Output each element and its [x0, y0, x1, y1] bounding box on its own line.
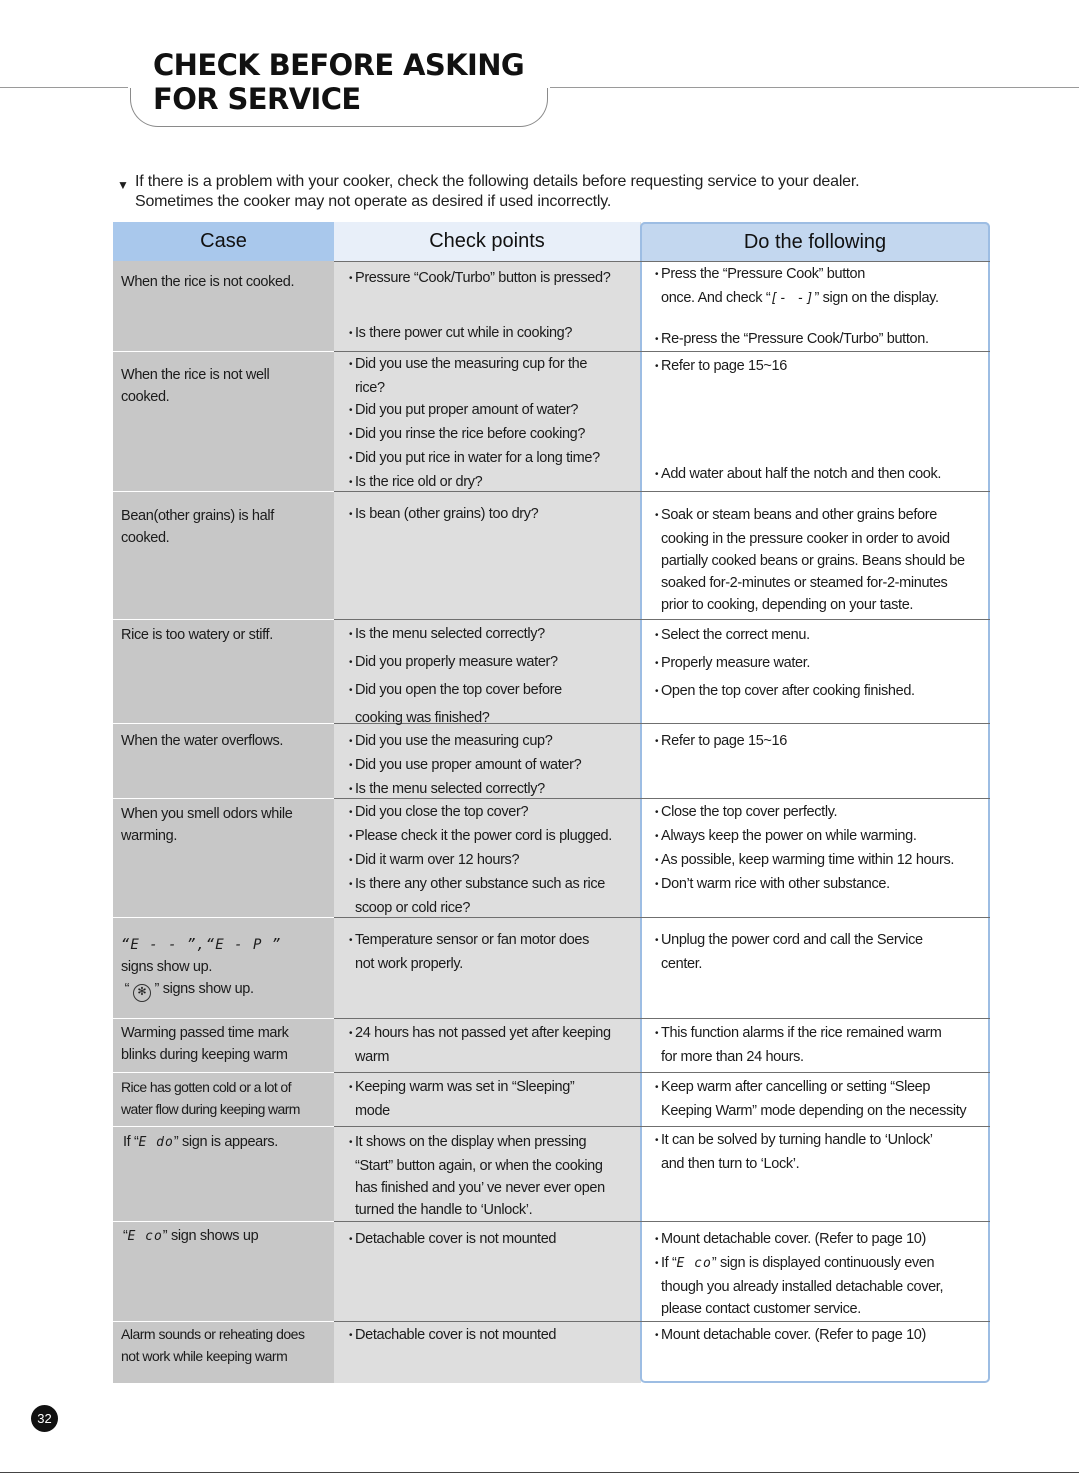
- table-row-case: Rice has gotten cold or a lot of water flow during keeping warm: [121, 1079, 300, 1117]
- intro-text: ▼ If there is a problem with your cooker, check the following details before requesting service to your dealer. Sometimes the cooker may not operate as desired if used incorrectly.: [117, 173, 860, 210]
- table-row-check: •Did you close the top cover? •Please check it the power cord is plugged. •Did it warm over 12 hours? •Is there any other substance such as rice scoop or cold rice?: [349, 801, 639, 919]
- table-row-check: •Keeping warm was set in “Sleeping” mode: [349, 1076, 639, 1122]
- table-row-check: • Did you use the measuring cup? •Did you use proper amount of water? •Is the menu selected correctly?: [349, 730, 639, 802]
- row-divider: [334, 1321, 990, 1322]
- table-row-check: •Did you use the measuring cup for the rice? •Did you put proper amount of water? •Did you rinse the rice before cooking? •Did you put rice in water for a long time? •Is the rice old or dry?: [349, 353, 639, 495]
- table-row-check: •Detachable cover is not mounted: [349, 1324, 639, 1348]
- page-number: 32: [31, 1405, 58, 1432]
- table-row-action: •Refer to page 15~16: [655, 730, 991, 754]
- table-row-case: When the water overflows.: [121, 733, 284, 749]
- row-divider: [334, 1018, 990, 1019]
- e-co-sign: E co: [127, 1229, 163, 1244]
- table-row-action: •Keep warm after cancelling or setting “Sleep Keeping Warm” mode depending on the necessity: [655, 1076, 991, 1122]
- table-row-case: “E - - ”,“E - P ” signs show up. “ ✻ ” signs show up.: [121, 934, 331, 1002]
- table-row-case: Rice is too watery or stiff.: [121, 627, 273, 643]
- table-row-case: Alarm sounds or reheating does not work while keeping warm: [121, 1326, 305, 1364]
- table-row-check: •Is bean (other grains) too dry?: [349, 503, 639, 527]
- table-row-case: When you smell odors while warming.: [121, 806, 293, 844]
- header-check-points: Check points: [334, 222, 640, 261]
- table-row-action: • Mount detachable cover. (Refer to page 10) •If “E co” sign is displayed continuously even though you already installed detachable cover, please contact customer service.: [655, 1228, 991, 1320]
- row-divider: [334, 619, 990, 620]
- table-row-action: •Refer to page 15~16 •Add water about half the notch and then cook.: [655, 355, 991, 487]
- table-row-action: •Unplug the power cord and call the Service center.: [655, 929, 991, 975]
- table-row-action: •It can be solved by turning handle to ‘Unlock’ and then turn to ‘Lock’.: [655, 1129, 991, 1175]
- table-row-check: • Detachable cover is not mounted: [349, 1228, 639, 1252]
- table-row-case: If “E do” sign is appears.: [123, 1134, 278, 1150]
- table-row-action: • Mount detachable cover. (Refer to page 10): [655, 1324, 991, 1348]
- header-case: Case: [113, 222, 334, 261]
- table-row-case: When the rice is not well cooked.: [121, 367, 270, 405]
- e-do-sign: E do: [138, 1135, 174, 1150]
- table-row-case: Warming passed time mark blinks during keeping warm: [121, 1025, 289, 1063]
- page-title: CHECK BEFORE ASKING FOR SERVICE: [153, 48, 525, 116]
- table-row-action: •Select the correct menu. •Properly measure water. •Open the top cover after cooking finished.: [655, 622, 991, 706]
- footer-rule: [0, 1472, 1079, 1473]
- e-co-sign: E co: [676, 1256, 712, 1271]
- table-row-check: •24 hours has not passed yet after keeping warm: [349, 1022, 639, 1068]
- table-row-action: • Soak or steam beans and other grains before cooking in the pressure cooker in order to avoid partially cooked beans or grains. Beans should be soaked for-2-minutes or steamed for-2-minutes prior to cooking, depending on your taste.: [655, 504, 991, 616]
- triangle-bullet-icon: ▼: [117, 178, 129, 192]
- table-row-case: Bean(other grains) is half cooked.: [121, 508, 274, 546]
- row-divider: [334, 261, 990, 262]
- fan-icon: ✻: [133, 984, 151, 1002]
- table-row-action: •This function alarms if the rice remained warm for more than 24 hours.: [655, 1022, 991, 1068]
- table-row-case: When the rice is not cooked.: [121, 274, 295, 290]
- table-row-check: •Temperature sensor or fan motor does not work properly.: [349, 929, 639, 975]
- row-divider: [334, 1072, 990, 1073]
- table-row-check: • Pressure “Cook/Turbo” button is pressed? •Is there power cut while in cooking?: [349, 267, 639, 346]
- table-row-action: •Close the top cover perfectly. •Always keep the power on while warming. •As possible, keep warming time within 12 hours. •Don’t warm rice with other substance.: [655, 801, 991, 897]
- header-do-following: Do the following: [640, 222, 990, 261]
- display-blank-sign: [- -]: [770, 291, 815, 306]
- table-row-check: • Is the menu selected correctly? •Did you properly measure water? •Did you open the top cover before cooking was finished?: [349, 621, 639, 731]
- table-row-check: • It shows on the display when pressing “Start” button again, or when the cooking has finished and you’ ve never ever open turned the handle to ‘Unlock’.: [349, 1131, 639, 1221]
- table-row-case: “E co” sign shows up: [123, 1228, 259, 1244]
- row-divider: [334, 1126, 990, 1127]
- table-row-action: •Press the “Pressure Cook” button once. And check “[- -]” sign on the display. •Re-press the “Pressure Cook/Turbo” button.: [655, 263, 991, 352]
- row-divider: [334, 1221, 990, 1222]
